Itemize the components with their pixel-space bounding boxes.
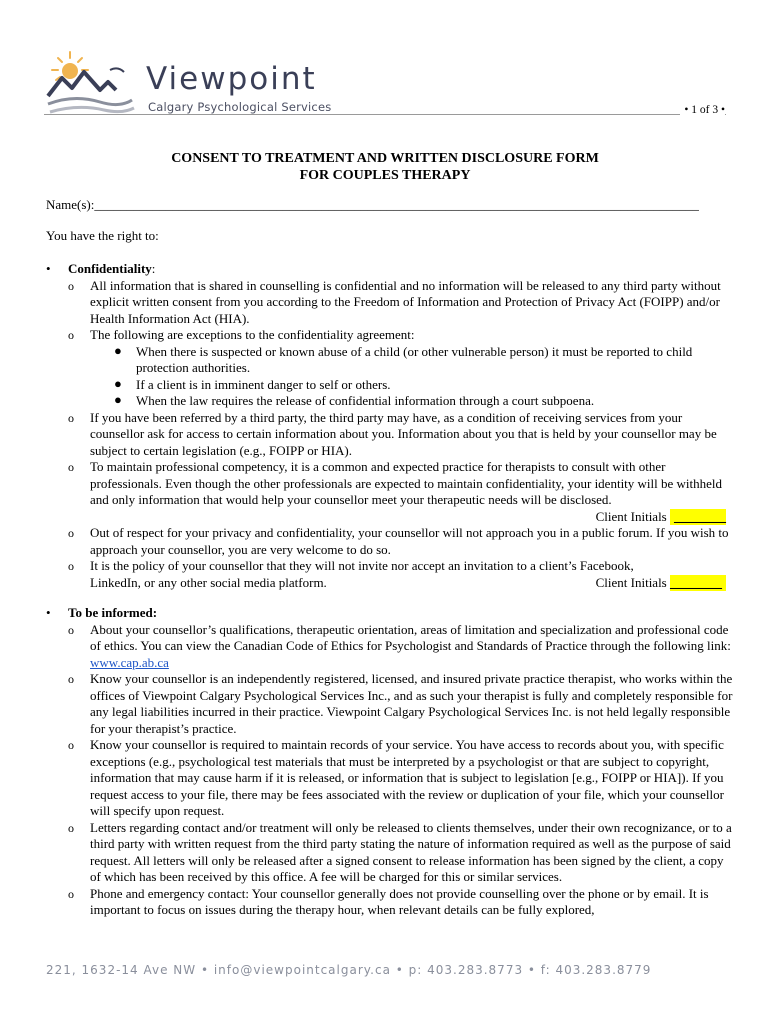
list-item xyxy=(68,622,736,672)
sub-list-item-text: If a client is in imminent danger to self or others. xyxy=(136,376,391,392)
list-item xyxy=(68,737,736,820)
list-item xyxy=(68,327,736,410)
bullet-icon: • xyxy=(46,605,51,620)
list-item xyxy=(68,459,736,525)
confidentiality-list xyxy=(46,278,736,592)
sub-list-item-text: When there is suspected or known abuse of a child (or other vulnerable person) it must be reported to child protection authorities. xyxy=(136,343,693,375)
list-item-text: Know your counsellor is required to maintain records of your service. You have access to records about you, with specific exceptions (e.g., psychological test materials that must be interpreted by a psychologist or that are subject to copyright, information that may cause harm if it is released, or information that is subject to legislation [e.g., FOIPP or HIA]). If you request access to your file, there may be fees associated with the review or duplication of your file, which your counsellor will specify upon request. xyxy=(90,737,724,818)
brand-subtitle: Calgary Psychological Services xyxy=(148,100,332,114)
section-heading-row xyxy=(46,605,736,622)
list-item-text: Know your counsellor is an independently registered, licensed, and insured private practice therapist, who works within the offices of Viewpoint Calgary Psychological Services Inc., and as such your therapist is fully and completely responsible for any legal liabilities incurred in their practice. Viewpoint Calgary Psychological Services Inc. is not held legally responsible for your therapist’s practice. xyxy=(90,671,733,736)
list-item-text: If you have been referred by a third party, the third party may have, as a condition of receiving services from your counsellor ask for access to certain information about you. Information about you that is held by your counsellor may be subject to certain legislation (e.g., FOIPP or HIA). xyxy=(90,409,717,458)
square-bullet-icon: ● xyxy=(114,342,122,358)
circle-bullet-icon: o xyxy=(68,526,74,540)
list-item xyxy=(68,886,736,919)
sub-list-item xyxy=(114,344,736,377)
bullet-icon: • xyxy=(46,261,51,276)
header-divider xyxy=(44,114,726,115)
circle-bullet-icon: o xyxy=(68,328,74,342)
list-item-text: The following are exceptions to the confidentiality agreement: xyxy=(90,327,415,342)
form-title-line1: CONSENT TO TREATMENT AND WRITTEN DISCLOSURE FORM xyxy=(171,151,599,166)
section-heading-row xyxy=(46,261,736,278)
circle-bullet-icon: o xyxy=(68,410,74,425)
client-initials-row xyxy=(596,575,726,592)
list-item xyxy=(68,278,736,328)
brand-name: Viewpoint xyxy=(146,61,317,97)
list-item xyxy=(68,410,736,460)
client-initials-field[interactable]: ________ xyxy=(670,509,726,526)
square-bullet-icon: ● xyxy=(114,375,122,391)
client-initials-label: Client Initials xyxy=(595,574,667,590)
client-initials-field[interactable]: ________ xyxy=(670,575,726,592)
footer-contact: 221, 1632-14 Ave NW • info@viewpointcalgary.ca • p: 403.283.8773 • f: 403.283.8779 xyxy=(46,963,652,977)
confidentiality-section xyxy=(46,261,736,591)
circle-bullet-icon: o xyxy=(68,738,74,752)
list-item-text: About your counsellor’s qualifications, therapeutic orientation, areas of limitation and specialization and professional code of ethics. You can view the Canadian Code of Ethics for Psychologist and Standards of Practice through the following link: xyxy=(90,621,731,653)
cap-website-link[interactable]: www.cap.ab.ca xyxy=(90,654,169,670)
square-bullet-icon: ● xyxy=(114,392,122,407)
list-item-text: It is the policy of your counsellor that they will not invite nor accept an invitation to a client’s Facebook, xyxy=(90,558,634,573)
circle-bullet-icon: o xyxy=(68,559,74,573)
list-item-text: To maintain professional competency, it is a common and expected practice for therapists to consult with other professionals. Even though the other professionals are expected to maintain confidentiality, your identity will be withheld and only information that would help your counsellor meet your therapeutic needs will be disclosed. xyxy=(90,459,723,507)
list-item xyxy=(68,558,736,591)
list-item-text: All information that is shared in counselling is confidential and no information will be released to any third party without explicit written consent from you according to the Freedom of Information and Protection of Privacy Act (FOIPP) and/or Health Information Act (HIA). xyxy=(90,277,721,326)
informed-heading: To be informed: xyxy=(68,605,158,620)
name-field[interactable]: Name(s):_____________________________________________________________________________________________ xyxy=(46,197,699,212)
informed-section xyxy=(46,605,736,919)
sub-list-item-text: When the law requires the release of confidential information through a court subpoena. xyxy=(136,393,595,408)
list-item xyxy=(68,671,736,737)
page-indicator: • 1 of 3 • xyxy=(680,104,725,116)
sub-list-item xyxy=(114,377,736,394)
client-initials-row xyxy=(90,509,736,526)
sub-list-item xyxy=(114,393,736,410)
informed-list xyxy=(46,622,736,919)
circle-bullet-icon: o xyxy=(68,820,74,835)
circle-bullet-icon: o xyxy=(68,886,74,901)
list-item-text: Out of respect for your privacy and confidentiality, your counsellor will not approach you in a public forum. If you wish to approach your counsellor, you are very welcome to do so. xyxy=(90,525,729,557)
list-item-text: Letters regarding contact and/or treatment will only be released to clients themselves, under their own recognizance, or to a third party with written request from the third party stating the nature of information required as well as the purpose of said request. All letters will only be released after a signed consent to release information has been signed by the client, a copy of which has been received by this office. A fee will be charged for this or similar services. xyxy=(90,819,732,884)
exceptions-list xyxy=(90,344,736,410)
circle-bullet-icon: o xyxy=(68,278,74,293)
circle-bullet-icon: o xyxy=(68,672,74,686)
list-item xyxy=(68,525,736,558)
circle-bullet-icon: o xyxy=(68,460,74,474)
circle-bullet-icon: o xyxy=(68,622,74,637)
rights-intro: You have the right to: xyxy=(46,228,159,243)
viewpoint-logo-icon xyxy=(44,48,144,120)
confidentiality-heading: Confidentiality xyxy=(68,261,152,276)
heading-colon: : xyxy=(151,261,156,276)
list-item-text: Phone and emergency contact: Your counsellor generally does not provide counselling over the phone or by email. It is important to focus on issues during the therapy hour, when relevant details can be fully explored, xyxy=(90,885,709,917)
list-item-text-continued: LinkedIn, or any other social media platform. xyxy=(90,574,327,590)
client-initials-label: Client Initials xyxy=(595,508,667,524)
form-title-line2: FOR COUPLES THERAPY xyxy=(299,168,471,183)
list-item xyxy=(68,820,736,886)
